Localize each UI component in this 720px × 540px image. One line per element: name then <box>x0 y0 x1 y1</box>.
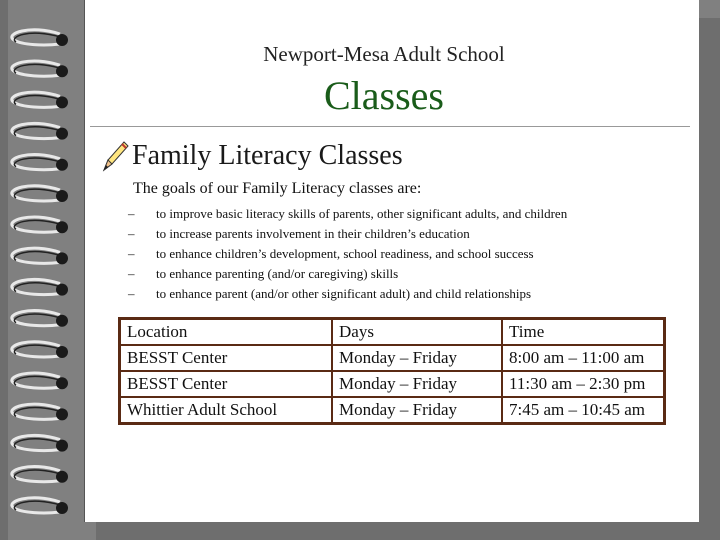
table-header-row <box>120 319 665 346</box>
spiral-coil-edge <box>14 501 60 510</box>
binding-hole <box>56 440 68 452</box>
cell-days: Monday – Friday <box>332 397 502 424</box>
spiral-coil-edge <box>14 376 60 385</box>
list-bullet: – <box>128 246 135 261</box>
spiral-coil <box>12 61 60 76</box>
cell-days: Monday – Friday <box>332 345 502 371</box>
cell-time: 11:30 am – 2:30 pm <box>502 371 665 397</box>
spiral-coil-edge <box>14 189 60 198</box>
spiral-coil-edge <box>14 220 60 229</box>
binding-hole <box>56 377 68 389</box>
list-item <box>128 284 567 304</box>
list-item <box>128 264 567 284</box>
spiral-coil <box>12 342 60 357</box>
spiral-coil <box>12 498 60 513</box>
spiral-coil-edge <box>14 439 60 448</box>
spiral-coil <box>12 186 60 201</box>
spiral-coil <box>12 217 60 232</box>
title-divider <box>90 126 690 127</box>
cell-time: 8:00 am – 11:00 am <box>502 345 665 371</box>
spiral-coil-edge <box>14 252 60 261</box>
page-title: Classes <box>324 73 444 118</box>
spiral-coil <box>12 248 60 263</box>
pencil-icon <box>100 140 130 172</box>
spiral-coil-edge <box>14 314 60 323</box>
page-shadow-bottom <box>96 522 720 540</box>
binding-hole <box>56 502 68 514</box>
spiral-coil-edge <box>14 64 60 73</box>
binding-hole <box>56 65 68 77</box>
spiral-coil-edge <box>14 158 60 167</box>
page-shadow-right <box>698 18 720 522</box>
spiral-coil-edge <box>14 96 60 105</box>
binding-hole <box>56 315 68 327</box>
list-bullet: – <box>128 266 135 281</box>
spiral-coil-edge <box>14 33 60 42</box>
section-heading-text: Family Literacy Classes <box>132 140 403 171</box>
spiral-coil-edge <box>14 408 60 417</box>
binding-hole <box>56 190 68 202</box>
goal-text: to enhance parenting (and/or caregiving) skills <box>156 266 399 281</box>
binding-hole <box>56 96 68 108</box>
spiral-coil <box>12 404 60 419</box>
list-item <box>128 244 567 264</box>
cell-location: Whittier Adult School <box>120 397 333 424</box>
spiral-coil-edge <box>14 127 60 136</box>
spiral-coil <box>12 279 60 294</box>
spiral-coil <box>12 30 60 45</box>
spiral-coil <box>12 92 60 107</box>
binding-hole <box>56 346 68 358</box>
binding-hole <box>56 128 68 140</box>
spiral-coil <box>12 123 60 138</box>
goal-text: to enhance parent (and/or other significant adult) and child relationships <box>156 286 532 301</box>
header-location: Location <box>120 319 333 346</box>
cell-location: BESST Center <box>120 371 333 397</box>
header-time: Time <box>502 319 665 346</box>
goals-list <box>128 204 567 304</box>
table-row <box>120 371 665 397</box>
binding-hole <box>56 471 68 483</box>
binding-hole <box>56 34 68 46</box>
spiral-coil <box>12 435 60 450</box>
binding-hole <box>56 252 68 264</box>
spiral-coil-edge <box>14 283 60 292</box>
list-item <box>128 204 567 224</box>
list-bullet: – <box>128 206 135 221</box>
spiral-coil <box>12 467 60 482</box>
binding-hole <box>56 221 68 233</box>
spiral-coil <box>12 155 60 170</box>
goal-text: to increase parents involvement in their children’s education <box>156 226 470 241</box>
binding-hole <box>56 159 68 171</box>
schedule-table <box>118 317 666 425</box>
school-name: Newport-Mesa Adult School <box>263 42 505 66</box>
section-heading <box>100 140 403 172</box>
cell-time: 7:45 am – 10:45 am <box>502 397 665 424</box>
list-bullet: – <box>128 226 135 241</box>
spiral-binding <box>0 0 84 540</box>
header-days: Days <box>332 319 502 346</box>
cell-location: BESST Center <box>120 345 333 371</box>
list-item <box>128 224 567 244</box>
intro-text: The goals of our Family Literacy classes are: <box>133 180 422 197</box>
binding-hole <box>56 408 68 420</box>
spiral-coil-edge <box>14 470 60 479</box>
goal-text: to improve basic literacy skills of parents, other significant adults, and children <box>156 206 568 221</box>
table-row <box>120 345 665 371</box>
cell-days: Monday – Friday <box>332 371 502 397</box>
list-bullet: – <box>128 286 135 301</box>
spiral-coil-edge <box>14 345 60 354</box>
spiral-coil <box>12 373 60 388</box>
table-row <box>120 397 665 424</box>
spiral-coil <box>12 311 60 326</box>
goal-text: to enhance children’s development, school readiness, and school success <box>156 246 534 261</box>
binding-hole <box>56 284 68 296</box>
